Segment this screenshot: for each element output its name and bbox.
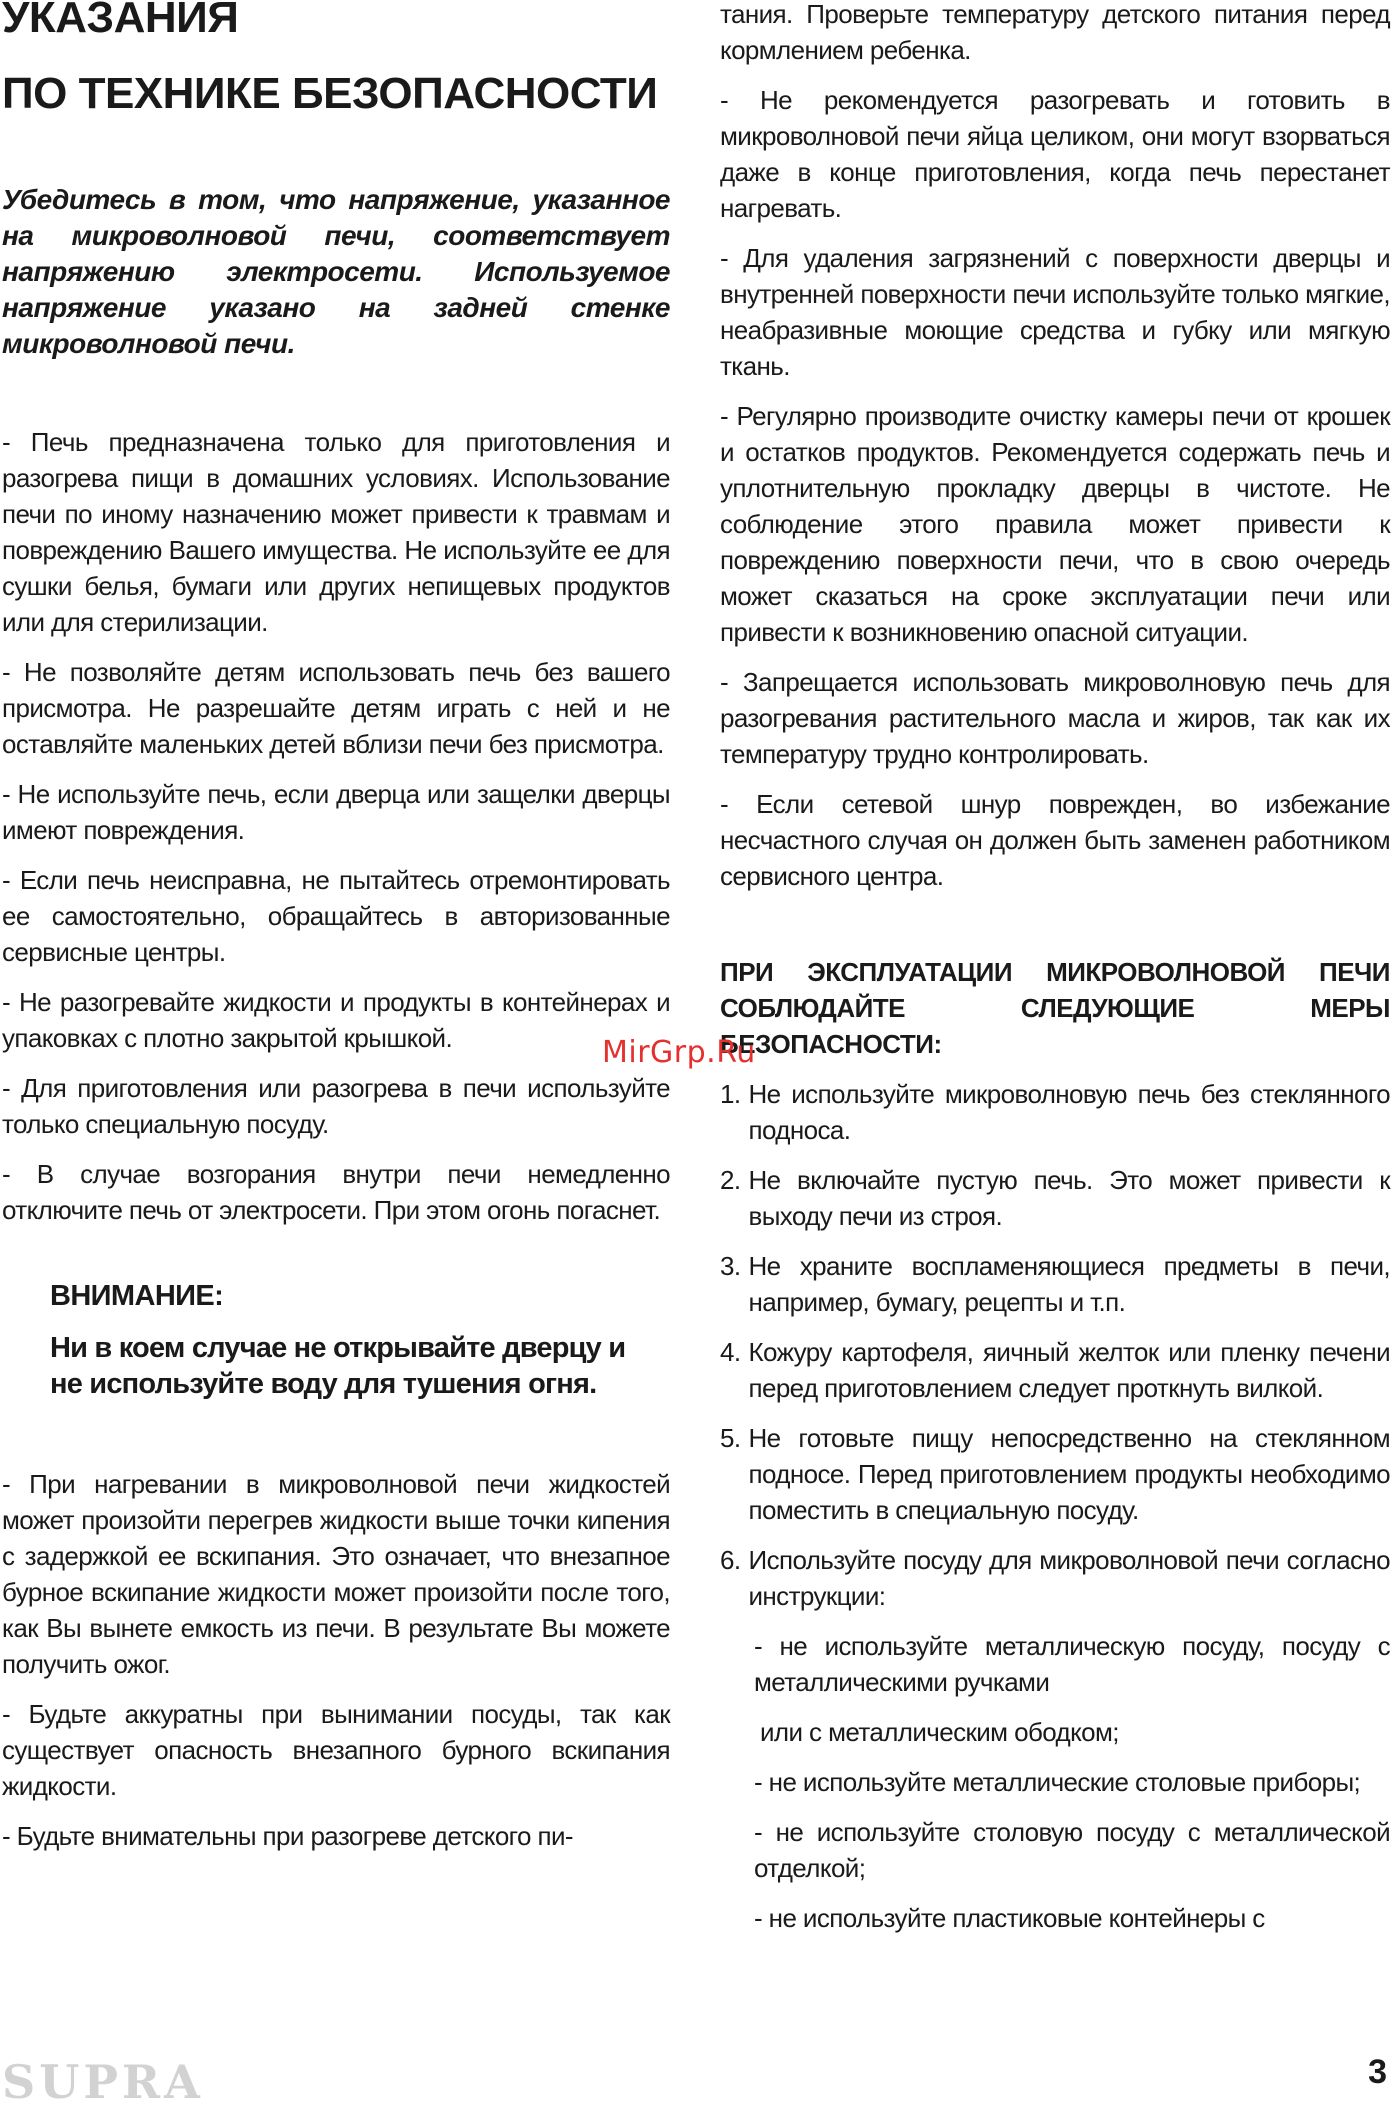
page-title xyxy=(2,0,670,118)
list-item xyxy=(720,1420,1390,1528)
operation-safety-heading: ПРИ ЭКСПЛУАТАЦИИ МИКРОВОЛНОВОЙ ПЕЧИ СОБЛЮДАЙТЕ СЛЕДУЮЩИЕ МЕРЫ БЕЗОПАСНОСТИ: xyxy=(720,957,1390,1059)
sub-list-item: - не используйте металлическую посуду, посуду с металлическими ручками xyxy=(754,1631,1390,1697)
numbered-list xyxy=(720,1076,1390,1614)
safety-paragraph: - При нагревании в микроволновой печи жидкостей может произойти перегрев жидкости выше точки кипения с задержкой ее вскипания. Это означает, что внезапное бурное вскипание жидкости может произойти после того, как Вы вынете емкость из печи. В результате Вы можете получить ожог. xyxy=(2,1469,670,1679)
sub-list-item: - не используйте металлические столовые приборы; xyxy=(754,1767,1361,1797)
item-text: Не включайте пустую печь. Это может привести к выходу печи из строя. xyxy=(748,1165,1390,1231)
list-item xyxy=(720,1076,1390,1148)
item-number: 5. xyxy=(720,1423,741,1453)
safety-list-3 xyxy=(720,0,1390,894)
safety-paragraph: - Регулярно производите очистку камеры печи от крошек и остатков продуктов. Рекомендуется содержать печь и уплотнительную прокладку дверцы в чистоте. Не соблюдение этого правила может привести к повреждению поверхности печи, что в свою очередь может сказаться на сроке эксплуатации печи или привести к возникновению опасной ситуации. xyxy=(720,401,1390,647)
voltage-intro: Убедитесь в том, что напряжение, указанное на микроволновой печи, соответствует напряжению электросети. Используемое напряжение указано на задней стенке микроволновой печи. xyxy=(2,184,670,359)
item-number: 2. xyxy=(720,1165,741,1195)
list-item xyxy=(720,1162,1390,1234)
item-text: Используйте посуду для микроволновой печи согласно инструкции: xyxy=(748,1545,1390,1611)
safety-paragraph: - Для приготовления или разогрева в печи используйте только специальную посуду. xyxy=(2,1073,670,1139)
left-column xyxy=(2,0,670,1868)
item-text: Кожуру картофеля, яичный желток или пленку печени перед приготовлением следует проткнуть вилкой. xyxy=(748,1337,1390,1403)
safety-paragraph: - Будьте аккуратны при вынимании посуды, так как существует опасность внезапного бурного вскипания жидкости. xyxy=(2,1699,670,1801)
safety-list-1 xyxy=(2,424,670,1228)
attention-block xyxy=(2,1278,670,1402)
safety-paragraph: - Не используйте печь, если дверца или защелки дверцы имеют повреждения. xyxy=(2,779,670,845)
safety-paragraph: - Если сетевой шнур поврежден, во избежание несчастного случая он должен быть заменен работником сервисного центра. xyxy=(720,789,1390,891)
safety-paragraph: - Будьте внимательны при разогреве детского пи- xyxy=(2,1821,573,1851)
safety-paragraph: - Не рекомендуется разогревать и готовить в микроволновой печи яйца целиком, они могут взорваться даже в конце приготовления, когда печь перестанет нагревать. xyxy=(720,85,1390,223)
attention-text: Ни в коем случае не открывайте дверцу и не используйте воду для тушения огня. xyxy=(50,1332,626,1400)
safety-list-2 xyxy=(2,1466,670,1854)
item-text: Не храните воспламеняющиеся предметы в печи, например, бумагу, рецепты и т.п. xyxy=(748,1251,1390,1317)
title-line-2: ПО ТЕХНИКЕ БЕЗОПАСНОСТИ xyxy=(2,69,658,118)
watermark: MirGrp.Ru xyxy=(602,1035,756,1070)
item-text: Не готовьте пищу непосредственно на стеклянном подносе. Перед приготовлением продукты необходимо поместить в специальную посуду. xyxy=(748,1423,1390,1525)
right-column xyxy=(720,0,1390,1950)
item-text: Не используйте микроволновую печь без стеклянного подноса. xyxy=(748,1079,1390,1145)
item-number: 6. xyxy=(720,1545,741,1575)
safety-paragraph: тания. Проверьте температуру детского питания перед кормлением ребенка. xyxy=(720,0,1390,65)
page-number: 3 xyxy=(1368,2053,1387,2091)
safety-paragraph: - Не разогревайте жидкости и продукты в контейнерах и упаковках с плотно закрытой крышкой. xyxy=(2,987,670,1053)
sub-list-item: - не используйте столовую посуду с металлической отделкой; xyxy=(754,1817,1390,1883)
item-number: 4. xyxy=(720,1337,741,1367)
list-item xyxy=(720,1334,1390,1406)
item-number: 3. xyxy=(720,1251,741,1281)
item-number: 1. xyxy=(720,1079,741,1109)
sub-list-item: - не используйте пластиковые контейнеры с xyxy=(754,1903,1265,1933)
safety-paragraph: - В случае возгорания внутри печи немедленно отключите печь от электросети. При этом огонь погаснет. xyxy=(2,1159,670,1225)
safety-paragraph: - Если печь неисправна, не пытайтесь отремонтировать ее самостоятельно, обращайтесь в авторизованные сервисные центры. xyxy=(2,865,670,967)
cookware-sub-list xyxy=(720,1628,1390,1936)
attention-heading: ВНИМАНИЕ: xyxy=(50,1280,224,1312)
title-line-1: УКАЗАНИЯ xyxy=(2,0,239,42)
safety-paragraph: - Не позволяйте детям использовать печь без вашего присмотра. Не разрешайте детям играть с ней и не оставляйте маленьких детей вблизи печи без присмотра. xyxy=(2,657,670,759)
safety-paragraph: - Для удаления загрязнений с поверхности дверцы и внутренней поверхности печи используйте только мягкие, неабразивные моющие средства и губку или мягкую ткань. xyxy=(720,243,1390,381)
safety-paragraph: - Запрещается использовать микроволновую печь для разогревания растительного масла и жиров, так как их температуру трудно контролировать. xyxy=(720,667,1390,769)
list-item xyxy=(720,1248,1390,1320)
supra-logo: SUPRA xyxy=(2,2055,204,2109)
sub-list-item: или с металлическим ободком; xyxy=(760,1717,1119,1747)
safety-paragraph: - Печь предназначена только для приготовления и разогрева пищи в домашних условиях. Использование печи по иному назначению может привести к травмам и повреждению Вашего имущества. Не используйте ее для сушки белья, бумаги или других непищевых продуктов или для стерилизации. xyxy=(2,427,670,637)
list-item xyxy=(720,1542,1390,1614)
